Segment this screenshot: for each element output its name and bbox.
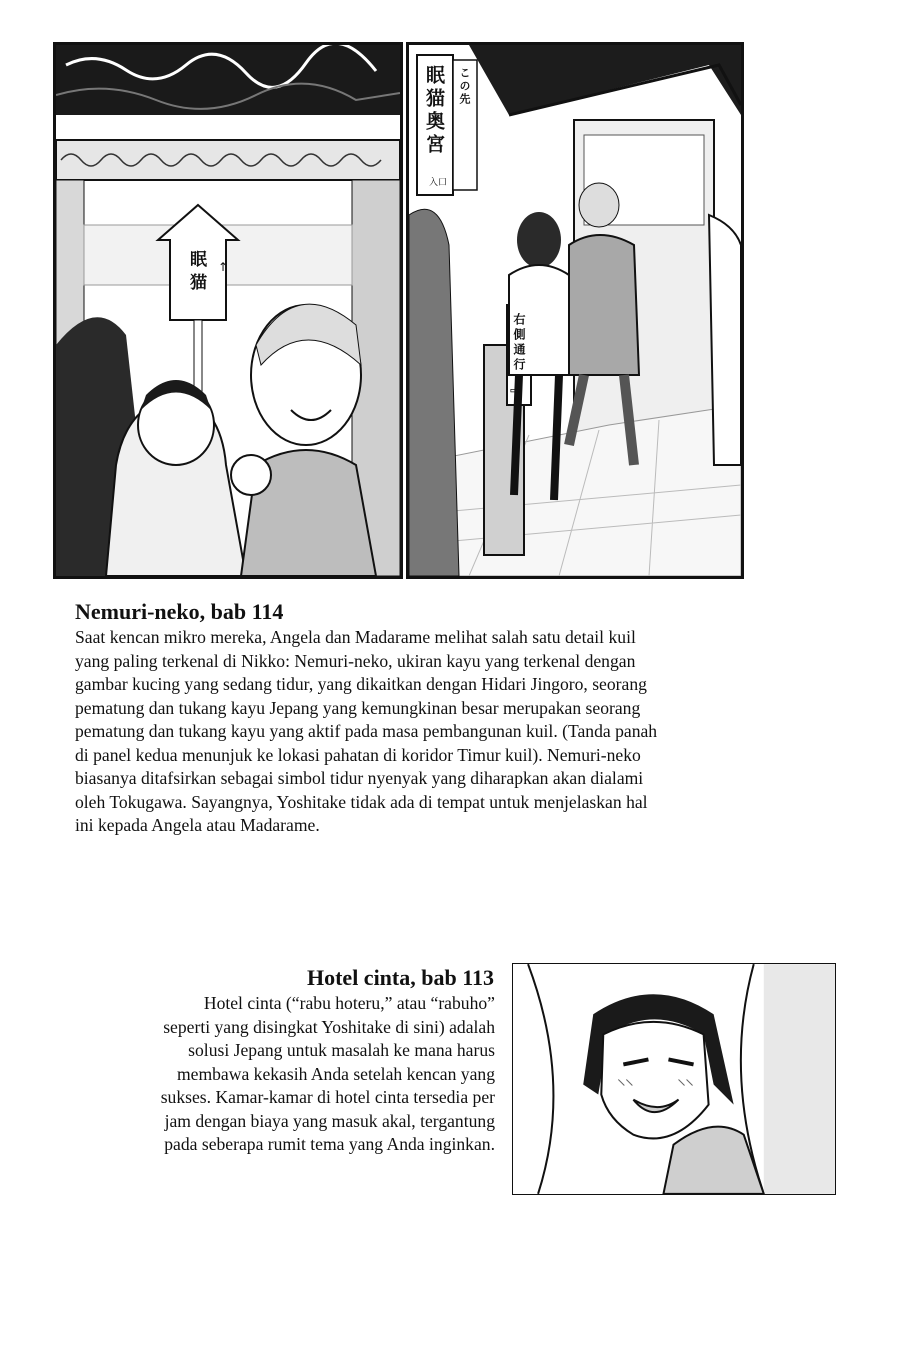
shrine-gate-illustration — [56, 45, 400, 576]
manga-panel-embarrassed-character — [512, 963, 836, 1195]
section-heading-hotel-cinta: Hotel cinta, bab 113 — [306, 965, 494, 990]
post-sign-keep-right: 右側通行 — [512, 313, 526, 373]
body-line: pematung dan tukang kayu Jepang yang kemungkinan besar merupakan seorang — [75, 697, 641, 718]
body-line: Saat kencan mikro mereka, Angela dan Madarame melihat salah satu detail kuil — [75, 627, 636, 647]
body-line: sukses. Kamar-kamar di hotel cinta tersedia per — [160, 1087, 495, 1107]
body-line: yang paling terkenal di Nikko: Nemuri-neko, ukiran kayu yang terkenal dengan — [75, 650, 636, 671]
body-line: pematung dan tukang kayu yang aktif pada masa pembangunan kuil. (Tanda panah — [75, 721, 658, 741]
body-line: pada seberapa rumit tema yang Anda inginkan. — [164, 1134, 495, 1154]
sign-label-nemuri-neko: 眠猫 — [186, 250, 206, 296]
body-line: Hotel cinta (“rabu hoteru,” atau “rabuho” — [203, 993, 495, 1013]
body-line: di panel kedua menunjuk ke lokasi pahatan di koridor Timur kuil). Nemuri-neko — [75, 744, 641, 765]
body-line: seperti yang disingkat Yoshitake di sini) adalah — [163, 1016, 495, 1037]
body-line: membawa kekasih Anda setelah kencan yang — [176, 1063, 495, 1084]
section-body-hotel-cinta — [95, 992, 495, 1157]
sign-label-nemuri-okumiya: 眠猫奥宮 — [423, 65, 445, 157]
section-heading-nemuri-neko: Nemuri-neko, bab 114 — [75, 599, 284, 624]
body-line: gambar kucing yang sedang tidur, yang dikaitkan dengan Hidari Jingoro, seorang — [75, 674, 647, 694]
body-line: solusi Jepang untuk masalah ke mana harus — [188, 1040, 495, 1060]
post-sign-arrow: ⇨ — [510, 383, 522, 399]
manga-panel-shrine-corridor — [406, 42, 744, 579]
sign-label-kono-saki: この先 — [458, 67, 471, 106]
shrine-corridor-illustration — [409, 45, 741, 576]
body-line: ini kepada Angela atau Madarame. — [75, 815, 320, 835]
body-line: oleh Tokugawa. Sayangnya, Yoshitake tidak ada di tempat untuk menjelaskan hal — [75, 791, 648, 812]
sign-label-entrance: 入口 — [429, 178, 448, 188]
sign-arrow-glyph: ↑ — [218, 260, 229, 274]
section-body-nemuri-neko — [75, 626, 820, 838]
embarrassed-character-illustration — [513, 964, 835, 1194]
body-line: jam dengan biaya yang masuk akal, tergantung — [164, 1110, 495, 1131]
manga-panel-shrine-gate — [53, 42, 403, 579]
body-line: biasanya ditafsirkan sebagai simbol tidur nyenyak yang diharapkan akan dialami — [75, 768, 644, 788]
